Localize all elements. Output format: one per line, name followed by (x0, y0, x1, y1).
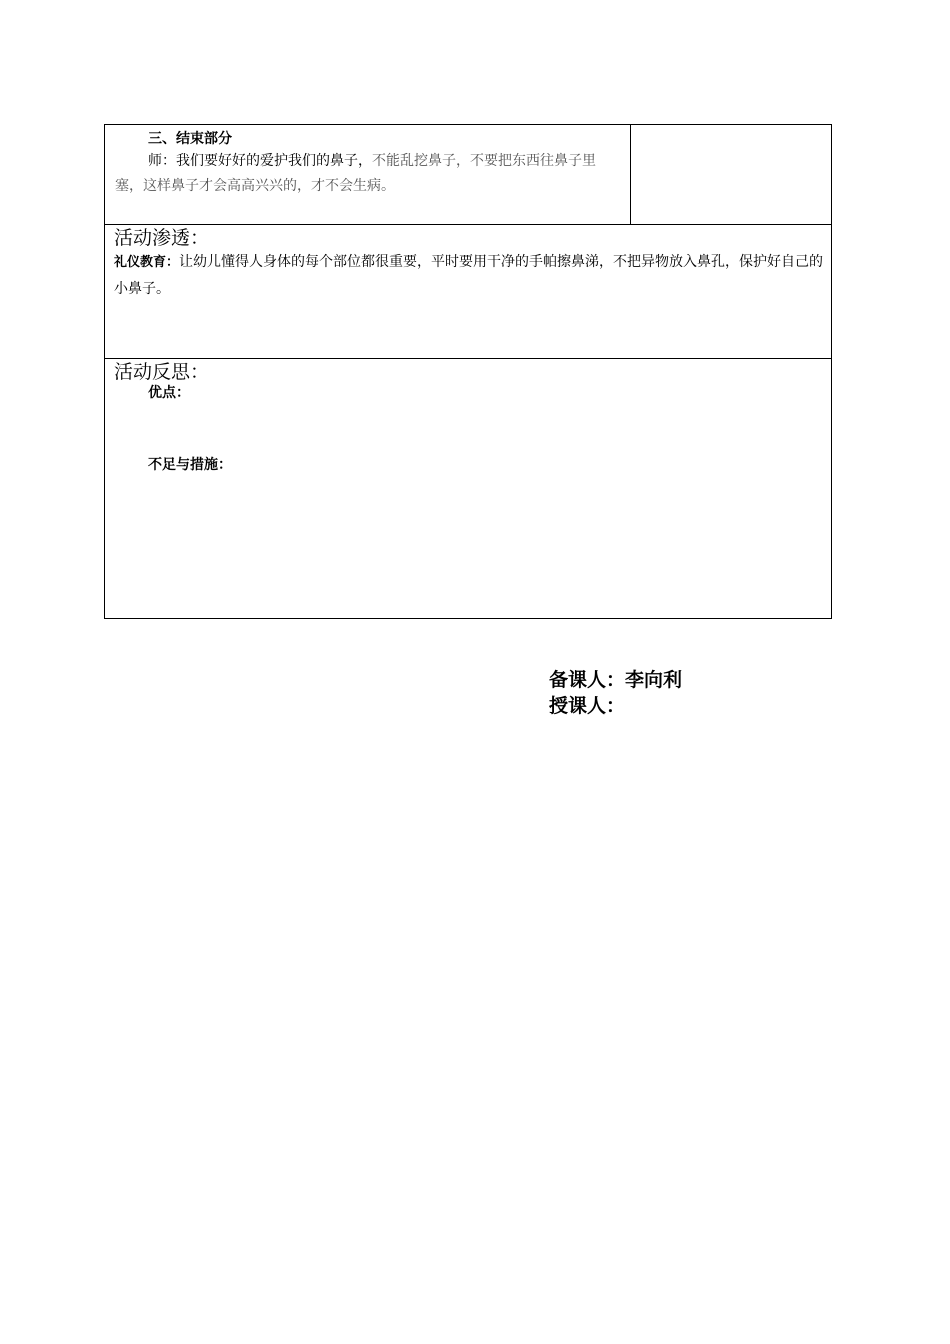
penetration-row (105, 225, 832, 359)
shortfalls-label: 不足与措施： (148, 457, 232, 473)
preparer-line (549, 667, 682, 693)
penetration-cell (105, 225, 832, 359)
ending-text-grey: 不能乱挖鼻子，不要把东西往鼻子里塞，这样鼻子才会高高兴兴的，才不会生病。 (115, 153, 596, 194)
penetration-text (105, 249, 831, 302)
side-notes-cell (630, 125, 831, 225)
teacher-line (549, 693, 682, 719)
advantages-label: 优点： (148, 385, 190, 401)
ending-section-text (105, 149, 630, 199)
ending-section-row (105, 125, 832, 225)
teacher-label: 授课人： (549, 695, 626, 717)
ending-section-heading: 三、结束部分 (148, 131, 232, 147)
preparer-label: 备课人： (549, 669, 626, 691)
ending-text-dark: 师：我们要好好的爱护我们的鼻子， (148, 153, 372, 169)
preparer-name: 李向利 (625, 669, 683, 691)
etiquette-label: 礼仪教育： (114, 255, 180, 270)
reflection-row (105, 359, 832, 619)
signature-block (549, 667, 682, 719)
etiquette-text: 让幼儿懂得人身体的每个部位都很重要，平时要用干净的手帕擦鼻涕，不把异物放入鼻孔，保护好自己的小鼻子。 (114, 254, 824, 297)
penetration-heading: 活动渗透： (114, 227, 210, 249)
reflection-heading: 活动反思： (114, 361, 210, 383)
ending-section-cell (105, 125, 631, 225)
reflection-cell (105, 359, 832, 619)
lesson-plan-table (104, 124, 832, 619)
